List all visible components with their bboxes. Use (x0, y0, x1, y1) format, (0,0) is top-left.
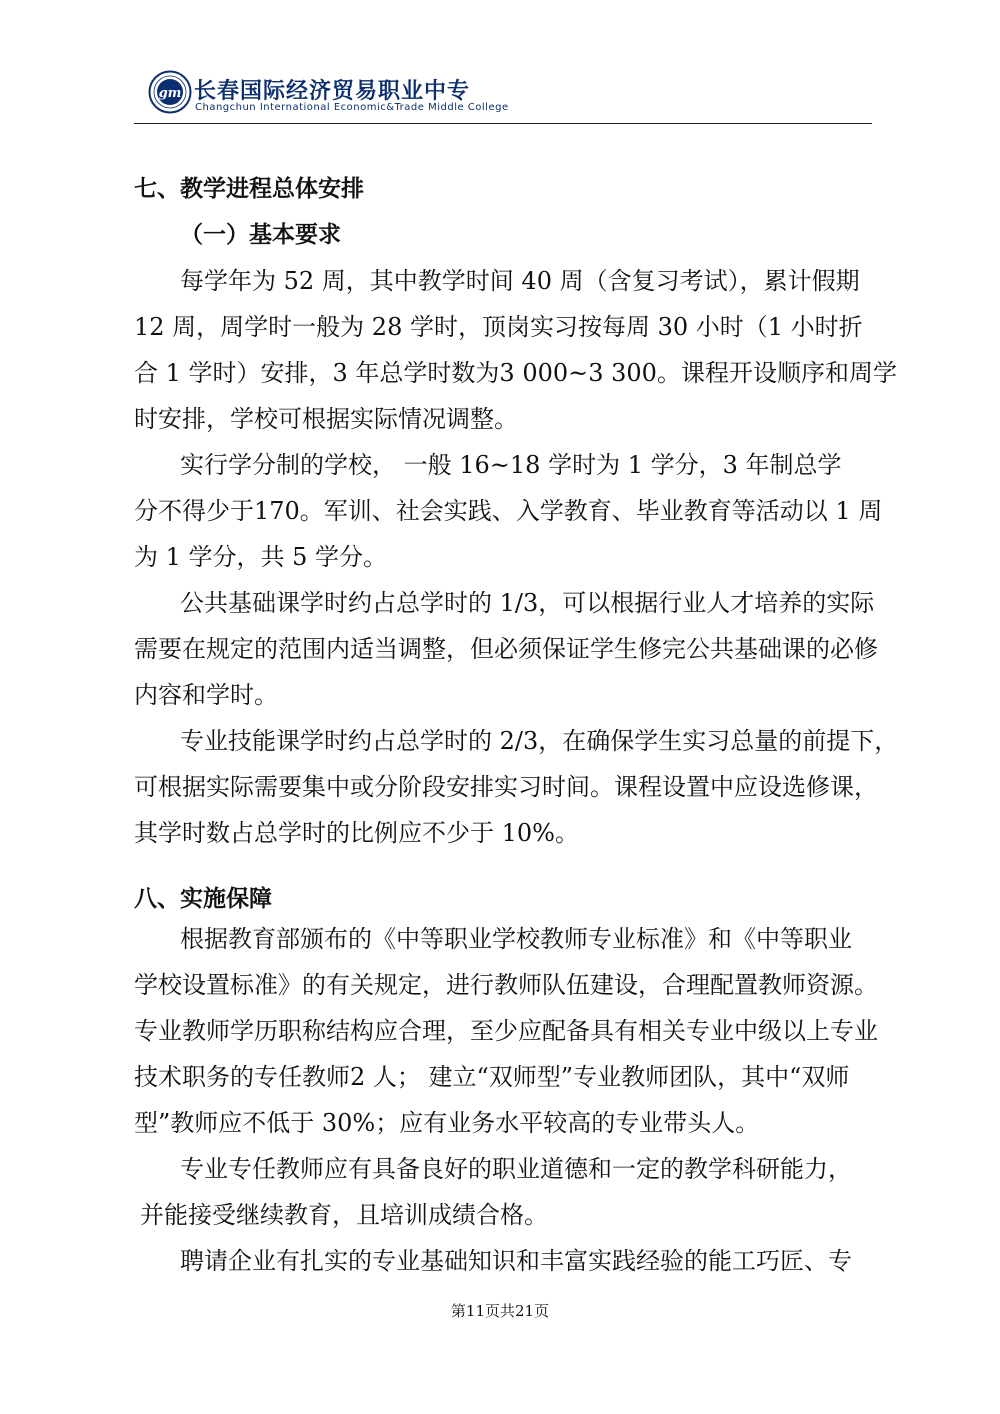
paragraph-line: 内容和学时。 (134, 681, 278, 709)
page-number: 第11页共21页 (450, 1302, 550, 1320)
paragraph-line: 聘请企业有扎实的专业基础知识和丰富实践经验的能工巧匠、专 (180, 1247, 852, 1275)
paragraph-line: 专业教师学历职称结构应合理，至少应配备具有相关专业中级以上专业 (134, 1017, 878, 1045)
paragraph-line: 为 1 学分，共 5 学分。 (134, 543, 388, 571)
paragraph-line: 时安排，学校可根据实际情况调整。 (134, 405, 518, 433)
school-name-cn: 长春国际经济贸易职业中专 (194, 78, 471, 104)
paragraph-line: 公共基础课学时约占总学时的 1/3，可以根据行业人才培养的实际 (180, 589, 875, 617)
paragraph-line: 其学时数占总学时的比例应不少于 10%。 (134, 819, 579, 847)
paragraph-line: 专业专任教师应有具备良好的职业道德和一定的教学科研能力， (180, 1155, 852, 1183)
paragraph-line: 并能接受继续教育，且培训成绩合格。 (140, 1201, 548, 1229)
paragraph-line: 技术职务的专任教师2 人； 建立“双师型”专业教师团队，其中“双师 (134, 1063, 850, 1091)
paragraph-line: 12 周，周学时一般为 28 学时，顶岗实习按每周 30 小时（1 小时折 (134, 313, 863, 341)
paragraph-line: 需要在规定的范围内适当调整，但必须保证学生修完公共基础课的必修 (134, 635, 878, 663)
paragraph-line: 型”教师应不低于 30%；应有业务水平较高的专业带头人。 (134, 1109, 760, 1137)
paragraph-line: 分不得少于170。军训、社会实践、入学教育、毕业教育等活动以 1 周 (134, 497, 883, 525)
logo-text: gm (158, 86, 182, 101)
paragraph-line: 学校设置标准》的有关规定，进行教师队伍建设，合理配置教师资源。 (134, 971, 878, 999)
paragraph-line: 实行学分制的学校， 一般 16~18 学时为 1 学分，3 年制总学 (180, 451, 842, 479)
section-8-title: 八、实施保障 (134, 886, 272, 912)
section-7-title: 七、教学进程总体安排 (134, 176, 364, 202)
paragraph-line: 专业技能课学时约占总学时的 2/3，在确保学生实习总量的前提下， (180, 727, 899, 755)
paragraph-line: 每学年为 52 周，其中教学时间 40 周（含复习考试），累计假期 (180, 267, 860, 295)
paragraph-line: 合 1 学时）安排，3 年总学时数为3 000~3 300。课程开设顺序和周学 (134, 359, 897, 387)
school-name-en: Changchun International Economic&Trade Middle College (195, 102, 509, 113)
paragraph-line: 可根据实际需要集中或分阶段安排实习时间。课程设置中应设选修课， (134, 773, 878, 801)
paragraph-line: 根据教育部颁布的《中等职业学校教师专业标准》和《中等职业 (180, 925, 852, 953)
section-7-subtitle: （一）基本要求 (180, 222, 341, 248)
